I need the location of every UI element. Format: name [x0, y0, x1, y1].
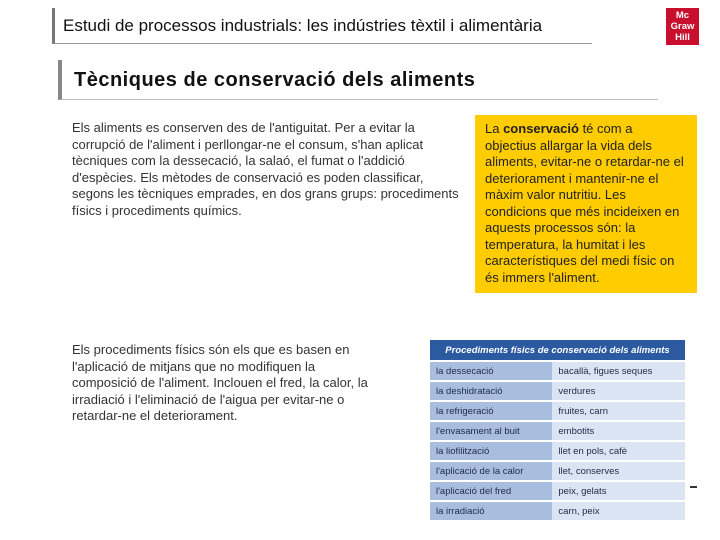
table-row — [430, 501, 685, 521]
table-cell-process: la liofilització — [430, 441, 552, 461]
table-cell-process: la dessecació — [430, 361, 552, 381]
table-cell-examples: fruites, carn — [552, 401, 685, 421]
table-header: Procediments físics de conservació dels aliments — [430, 340, 685, 361]
table-cell-examples: carn, peix — [552, 501, 685, 521]
table-row — [430, 361, 685, 381]
table-cell-process: l'aplicació del fred — [430, 481, 552, 501]
table-cell-process: l'envasament al buit — [430, 421, 552, 441]
definition-keyword: conservació — [503, 121, 579, 136]
logo-line-2: Graw — [670, 21, 695, 32]
definition-box — [475, 115, 697, 293]
table-cell-process: l'aplicació de la calor — [430, 461, 552, 481]
physical-methods-paragraph: Els procediments físics són els que es basen en l'aplicació de mitjans que no modifiquen la composició de l'aliment. Inclouen el fred, la calor, la irradiació i l'eliminació de l'aigua per evitar-ne o retardar-ne el deteriorament. — [72, 342, 368, 423]
intro-paragraph: Els aliments es conserven des de l'antiguitat. Per a evitar la corrupció de l'aliment i perllongar-ne el consum, s'han aplicat tècniques com la dessecació, la salaó, el fumat o l'addició d'espècies. Els mètodes de conservació es poden classificar, segons les tècniques emprades, en dos grans grups: procediments físics i procediments químics. — [72, 120, 459, 218]
publisher-logo — [666, 8, 699, 45]
physical-methods-table — [430, 340, 685, 522]
table-cell-examples: llet en pols, cafè — [552, 441, 685, 461]
page-title: Estudi de processos industrials: les indústries tèxtil i alimentària — [52, 8, 592, 44]
definition-text: té com a objectius allargar la vida dels aliments, evitar-ne o retardar-ne el deteriorament i mantenir-ne el màxim valor nutritiu. Les condicions que més incideixen en aquests processos són: la temperatura, la humitat i les característiques del medi físic on és immers l'aliment. — [485, 121, 684, 285]
table-row — [430, 381, 685, 401]
table-cell-process: la refrigeració — [430, 401, 552, 421]
logo-line-3: Hill — [675, 32, 690, 43]
table-header-row — [430, 340, 685, 361]
table-cell-examples: llet, conserves — [552, 461, 685, 481]
table-row — [430, 441, 685, 461]
table-row — [430, 401, 685, 421]
table-cell-examples: bacallà, figues seques — [552, 361, 685, 381]
table-row — [430, 421, 685, 441]
table-row — [430, 481, 685, 501]
table-cell-process: la irradiació — [430, 501, 552, 521]
table-cell-examples: peix, gelats — [552, 481, 685, 501]
section-title: Tècniques de conservació dels aliments — [58, 60, 658, 100]
table-row — [430, 461, 685, 481]
table-cell-process: la deshidratació — [430, 381, 552, 401]
definition-prefix: La — [485, 121, 504, 136]
page-marker — [690, 486, 697, 488]
table-cell-examples: embotits — [552, 421, 685, 441]
table-cell-examples: verdures — [552, 381, 685, 401]
logo-line-1: Mc — [675, 10, 690, 21]
